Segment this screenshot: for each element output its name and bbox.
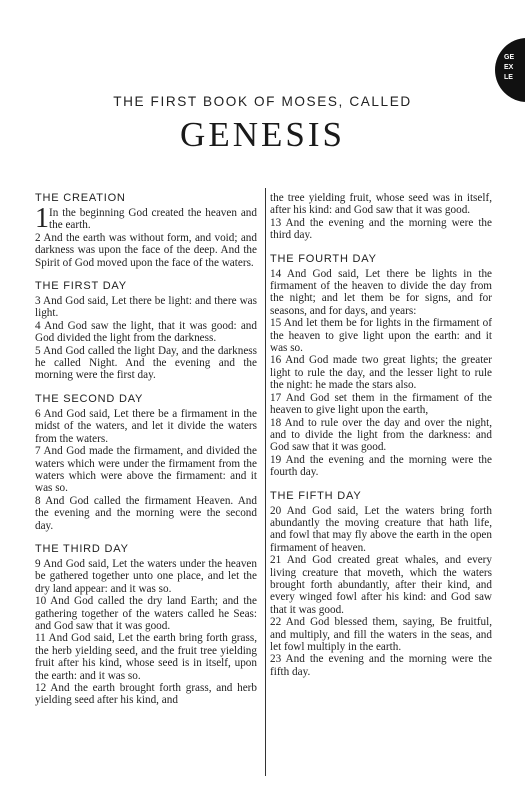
verse-7: 7 And God made the firmament, and divided the waters which were under the firmament from the waters which were above the firmament: and it was so. — [35, 445, 257, 495]
section-heading-fourth-day: THE FOURTH DAY — [270, 252, 377, 265]
verse-14: 14 And God said, Let there be lights in the firmament of the heaven to divide the day from the night; and let them be for signs, and for seasons, and for days, and years: — [270, 267, 492, 317]
verse-13: 13 And the evening and the morning were the third day. — [270, 216, 492, 242]
verse-9: 9 And God said, Let the waters under the heaven be gathered together unto one place, and let the dry land appear: and it was so. — [35, 557, 257, 595]
section-heading-third-day: THE THIRD DAY — [35, 542, 129, 555]
verse-19: 19 And the evening and the morning were the fourth day. — [270, 453, 492, 479]
verse-8: 8 And God called the firmament Heaven. And the evening and the morning were the second day. — [35, 494, 257, 532]
verse-12: 12 And the earth brought forth grass, and herb yielding seed after his kind, and — [35, 682, 257, 707]
section-heading-creation: THE CREATION — [35, 192, 126, 204]
right-column — [270, 192, 492, 678]
left-column — [35, 192, 257, 707]
book-kicker: THE FIRST BOOK OF MOSES, CALLED — [113, 94, 412, 109]
book-header — [0, 94, 525, 155]
thumb-index-tab[interactable] — [495, 38, 525, 102]
tab-line-3: LE — [504, 74, 513, 81]
chapter-number: 1 — [35, 203, 49, 234]
tab-line-1: GE — [504, 54, 515, 61]
verse-3: 3 And God said, Let there be light: and there was light. — [35, 295, 257, 320]
verse-21: 21 And God created great whales, and every living creature that moveth, which the waters brought forth abundantly, after their kind, and every winged fowl after his kind: and God saw that it was good. — [270, 554, 492, 616]
section-heading-first-day: THE FIRST DAY — [35, 280, 127, 293]
verse-18: 18 And to rule over the day and over the night, and to divide the light from the darkness: and God saw that it was good. — [270, 416, 492, 454]
tab-line-2: EX — [504, 64, 514, 71]
verse-20: 20 And God said, Let the waters bring forth abundantly the moving creature that hath life, and fowl that may fly above the earth in the open firmament of heaven. — [270, 504, 492, 554]
verse-12-continued: the tree yielding fruit, whose seed was in itself, after his kind: and God saw that it was good. — [270, 192, 492, 217]
verse-4: 4 And God saw the light, that it was good: and God divided the light from the darkness. — [35, 319, 257, 345]
verse-23: 23 And the evening and the morning were the fifth day. — [270, 653, 492, 678]
verse-10: 10 And God called the dry land Earth; and the gathering together of the waters called he Seas: and God saw that it was good. — [35, 595, 257, 632]
verse-5: 5 And God called the light Day, and the darkness he called Night. And the evening and the morning were the first day. — [35, 344, 257, 382]
section-heading-fifth-day: THE FIFTH DAY — [270, 489, 362, 502]
book-title: GENESIS — [180, 115, 345, 154]
verse-22: 22 And God blessed them, saying, Be fruitful, and multiply, and fill the waters in the seas, and let fowl multiply in the earth. — [270, 616, 492, 653]
verse-17: 17 And God set them in the firmament of the heaven to give light upon the earth, — [270, 391, 492, 417]
verse-2: 2 And the earth was without form, and void; and darkness was upon the face of the deep. And the Spirit of God moved upon the face of the waters. — [35, 231, 257, 269]
verse-11: 11 And God said, Let the earth bring forth grass, the herb yielding seed, and the fruit tree yielding fruit after his kind, whose seed is in itself, upon the earth: and it was so. — [35, 632, 257, 682]
verse-15: 15 And let them be for lights in the firmament of the heaven to give light upon the earth: and it was so. — [270, 317, 492, 355]
verse-16: 16 And God made two great lights; the greater light to rule the day, and the lesser light to rule the night: he made the stars also. — [270, 354, 492, 392]
verse-1-text: In the beginning God created the heaven and the earth. — [49, 207, 257, 232]
section-heading-second-day: THE SECOND DAY — [35, 392, 144, 405]
column-divider — [265, 188, 266, 776]
verse-1 — [35, 203, 257, 234]
verse-6: 6 And God said, Let there be a firmament in the midst of the waters, and let it divide the waters from the waters. — [35, 407, 257, 445]
